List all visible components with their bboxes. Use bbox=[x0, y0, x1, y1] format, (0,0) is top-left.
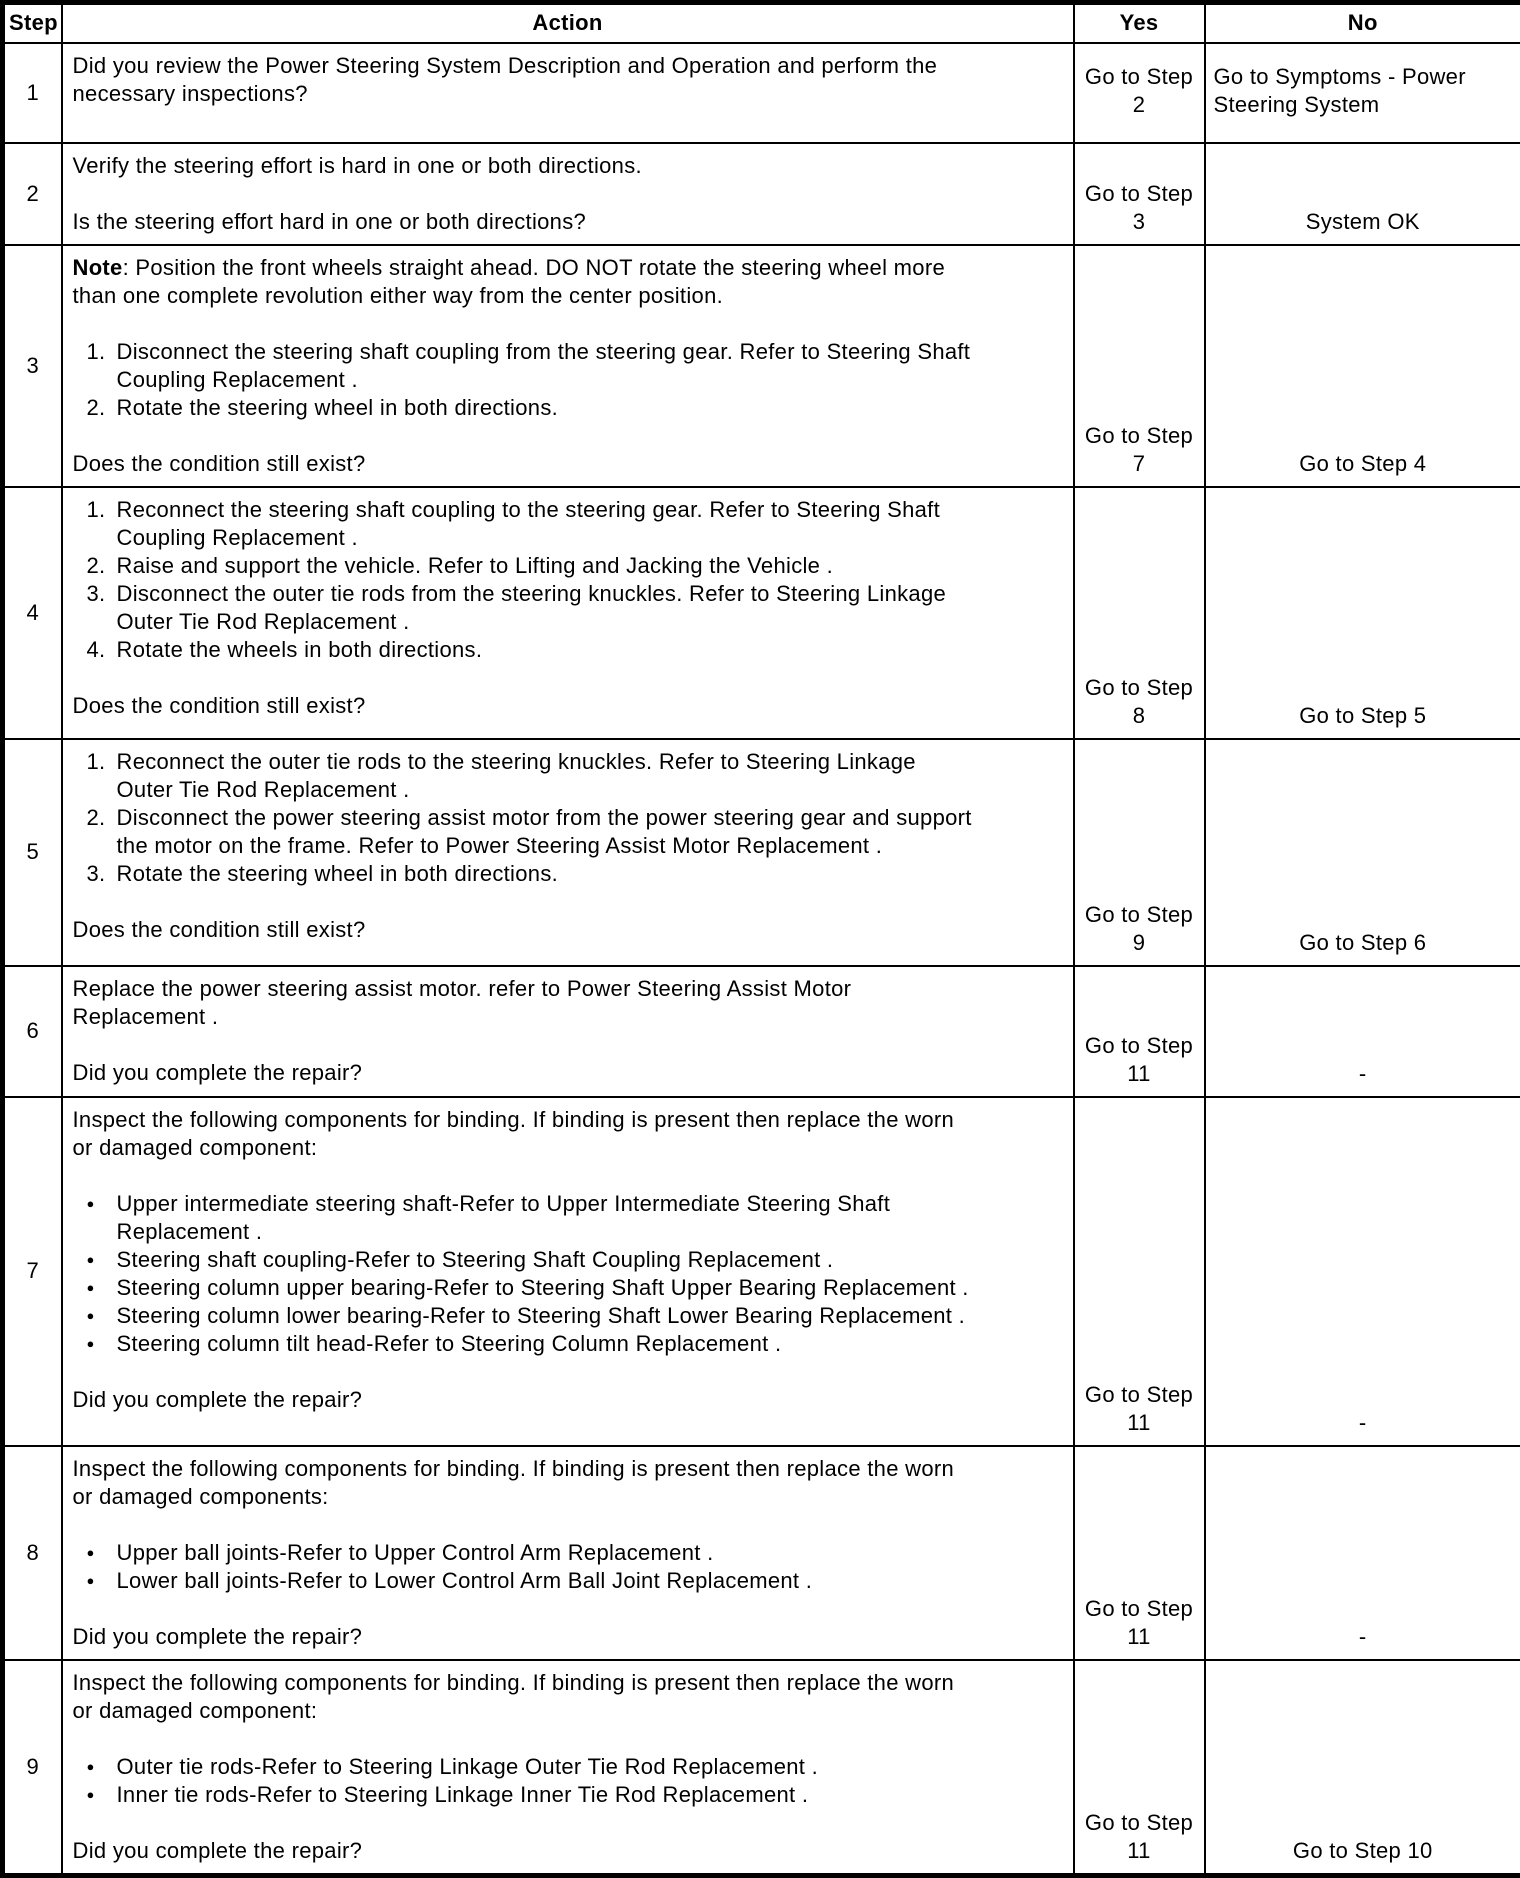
list-item bbox=[73, 1781, 978, 1809]
step-number-cell: 2 bbox=[3, 143, 62, 245]
table-row bbox=[3, 1660, 1520, 1876]
table-body bbox=[3, 43, 1520, 1876]
bullet-icon: ● bbox=[87, 1302, 117, 1330]
no-cell: Go to Step 4 bbox=[1205, 245, 1520, 487]
list-item bbox=[73, 1753, 978, 1781]
list-item-text: Steering column tilt head-Refer to Steering Column Replacement . bbox=[117, 1330, 978, 1358]
list-item bbox=[73, 552, 978, 580]
step-number-cell: 5 bbox=[3, 739, 62, 966]
no-cell: Go to Step 10 bbox=[1205, 1660, 1520, 1876]
col-header-action: Action bbox=[62, 3, 1074, 43]
table-row bbox=[3, 1446, 1520, 1660]
note-label: Note bbox=[73, 255, 123, 280]
no-cell: Go to Step 5 bbox=[1205, 487, 1520, 739]
step-number-cell: 8 bbox=[3, 1446, 62, 1660]
numbered-list bbox=[73, 496, 978, 664]
bullet-icon: ● bbox=[87, 1539, 117, 1567]
list-number: 2. bbox=[87, 804, 117, 860]
list-item-text: Inner tie rods-Refer to Steering Linkage Inner Tie Rod Replacement . bbox=[117, 1781, 978, 1809]
action-question: Does the condition still exist? bbox=[73, 916, 978, 944]
table-row bbox=[3, 487, 1520, 739]
table-row bbox=[3, 143, 1520, 245]
action-note: Note: Position the front wheels straight ahead. DO NOT rotate the steering wheel more than one complete revolution either way from the center position. bbox=[73, 254, 978, 310]
action-question: Did you complete the repair? bbox=[73, 1837, 978, 1865]
bullet-icon: ● bbox=[87, 1330, 117, 1358]
no-cell: Go to Symptoms - Power Steering System bbox=[1205, 43, 1520, 143]
no-cell: - bbox=[1205, 1446, 1520, 1660]
action-cell bbox=[62, 43, 1074, 143]
no-cell: System OK bbox=[1205, 143, 1520, 245]
action-question: Does the condition still exist? bbox=[73, 692, 978, 720]
list-number: 3. bbox=[87, 580, 117, 636]
list-item-text: Rotate the wheels in both directions. bbox=[117, 636, 978, 664]
action-cell bbox=[62, 1660, 1074, 1876]
list-item bbox=[73, 394, 978, 422]
table-row bbox=[3, 739, 1520, 966]
table-row bbox=[3, 966, 1520, 1097]
list-item bbox=[73, 338, 978, 394]
list-item-text: Lower ball joints-Refer to Lower Control Arm Ball Joint Replacement . bbox=[117, 1567, 978, 1595]
list-number: 4. bbox=[87, 636, 117, 664]
list-number: 1. bbox=[87, 748, 117, 804]
list-item-text: Steering shaft coupling-Refer to Steering Shaft Coupling Replacement . bbox=[117, 1246, 978, 1274]
step-number-cell: 6 bbox=[3, 966, 62, 1097]
list-item-text: Outer tie rods-Refer to Steering Linkage Outer Tie Rod Replacement . bbox=[117, 1753, 978, 1781]
list-item bbox=[73, 1274, 978, 1302]
list-item bbox=[73, 748, 978, 804]
list-item bbox=[73, 1567, 978, 1595]
list-item-text: Upper ball joints-Refer to Upper Control Arm Replacement . bbox=[117, 1539, 978, 1567]
list-number: 3. bbox=[87, 860, 117, 888]
yes-cell: Go to Step 3 bbox=[1074, 143, 1205, 245]
action-text: Verify the steering effort is hard in one or both directions. bbox=[73, 152, 978, 180]
action-question: Did you complete the repair? bbox=[73, 1623, 978, 1651]
list-item-text: Disconnect the steering shaft coupling from the steering gear. Refer to Steering Shaft Coupling Replacement . bbox=[117, 338, 978, 394]
step-number-cell: 4 bbox=[3, 487, 62, 739]
bullet-list bbox=[73, 1190, 978, 1358]
list-item bbox=[73, 1302, 978, 1330]
action-cell bbox=[62, 1446, 1074, 1660]
list-item bbox=[73, 1330, 978, 1358]
col-header-step: Step bbox=[3, 3, 62, 43]
col-header-yes: Yes bbox=[1074, 3, 1205, 43]
action-text: Inspect the following components for binding. If binding is present then replace the worn or damaged components: bbox=[73, 1455, 978, 1511]
bullet-icon: ● bbox=[87, 1753, 117, 1781]
list-item bbox=[73, 1539, 978, 1567]
bullet-icon: ● bbox=[87, 1274, 117, 1302]
numbered-list bbox=[73, 748, 978, 888]
step-number-cell: 1 bbox=[3, 43, 62, 143]
list-item-text: Rotate the steering wheel in both directions. bbox=[117, 394, 978, 422]
table-row bbox=[3, 43, 1520, 143]
bullet-icon: ● bbox=[87, 1246, 117, 1274]
yes-cell: Go to Step 7 bbox=[1074, 245, 1205, 487]
list-item-text: Reconnect the steering shaft coupling to the steering gear. Refer to Steering Shaft Coupling Replacement . bbox=[117, 496, 978, 552]
yes-cell: Go to Step 2 bbox=[1074, 43, 1205, 143]
table-header bbox=[3, 3, 1520, 43]
action-cell bbox=[62, 1097, 1074, 1446]
yes-cell: Go to Step 11 bbox=[1074, 1097, 1205, 1446]
list-item-text: Rotate the steering wheel in both directions. bbox=[117, 860, 978, 888]
yes-cell: Go to Step 8 bbox=[1074, 487, 1205, 739]
bullet-list bbox=[73, 1753, 978, 1809]
action-cell bbox=[62, 739, 1074, 966]
no-cell: Go to Step 6 bbox=[1205, 739, 1520, 966]
list-item bbox=[73, 636, 978, 664]
list-item bbox=[73, 804, 978, 860]
no-cell: - bbox=[1205, 1097, 1520, 1446]
col-header-no: No bbox=[1205, 3, 1520, 43]
list-item bbox=[73, 1190, 978, 1246]
action-question: Does the condition still exist? bbox=[73, 450, 978, 478]
action-cell bbox=[62, 143, 1074, 245]
bullet-icon: ● bbox=[87, 1567, 117, 1595]
action-cell bbox=[62, 966, 1074, 1097]
action-question: Is the steering effort hard in one or both directions? bbox=[73, 208, 978, 236]
table-row bbox=[3, 1097, 1520, 1446]
list-item-text: Steering column upper bearing-Refer to Steering Shaft Upper Bearing Replacement . bbox=[117, 1274, 978, 1302]
step-number-cell: 9 bbox=[3, 1660, 62, 1876]
list-item bbox=[73, 580, 978, 636]
step-number-cell: 3 bbox=[3, 245, 62, 487]
yes-cell: Go to Step 11 bbox=[1074, 966, 1205, 1097]
list-number: 1. bbox=[87, 496, 117, 552]
table-row bbox=[3, 245, 1520, 487]
action-cell bbox=[62, 487, 1074, 739]
action-text: Inspect the following components for binding. If binding is present then replace the worn or damaged component: bbox=[73, 1669, 978, 1725]
yes-cell: Go to Step 11 bbox=[1074, 1660, 1205, 1876]
numbered-list bbox=[73, 338, 978, 422]
header-row bbox=[3, 3, 1520, 43]
list-item-text: Disconnect the outer tie rods from the steering knuckles. Refer to Steering Linkage Outer Tie Rod Replacement . bbox=[117, 580, 978, 636]
action-question: Did you review the Power Steering System Description and Operation and perform the necessary inspections? bbox=[73, 52, 978, 108]
list-item bbox=[73, 860, 978, 888]
action-text: Inspect the following components for binding. If binding is present then replace the worn or damaged component: bbox=[73, 1106, 978, 1162]
action-question: Did you complete the repair? bbox=[73, 1386, 978, 1414]
list-item bbox=[73, 496, 978, 552]
step-number-cell: 7 bbox=[3, 1097, 62, 1446]
list-item-text: Steering column lower bearing-Refer to Steering Shaft Lower Bearing Replacement . bbox=[117, 1302, 978, 1330]
list-item-text: Upper intermediate steering shaft-Refer to Upper Intermediate Steering Shaft Replacement . bbox=[117, 1190, 978, 1246]
list-item bbox=[73, 1246, 978, 1274]
list-item-text: Raise and support the vehicle. Refer to Lifting and Jacking the Vehicle . bbox=[117, 552, 978, 580]
bullet-icon: ● bbox=[87, 1190, 117, 1246]
no-cell: - bbox=[1205, 966, 1520, 1097]
list-item-text: Reconnect the outer tie rods to the steering knuckles. Refer to Steering Linkage Outer Tie Rod Replacement . bbox=[117, 748, 978, 804]
action-text: Replace the power steering assist motor. refer to Power Steering Assist Motor Replacement . bbox=[73, 975, 978, 1031]
list-number: 2. bbox=[87, 552, 117, 580]
action-question: Did you complete the repair? bbox=[73, 1059, 978, 1087]
list-item-text: Disconnect the power steering assist motor from the power steering gear and support the motor on the frame. Refer to Power Steering Assist Motor Replacement . bbox=[117, 804, 978, 860]
bullet-icon: ● bbox=[87, 1781, 117, 1809]
yes-cell: Go to Step 9 bbox=[1074, 739, 1205, 966]
list-number: 2. bbox=[87, 394, 117, 422]
yes-cell: Go to Step 11 bbox=[1074, 1446, 1205, 1660]
list-number: 1. bbox=[87, 338, 117, 394]
bullet-list bbox=[73, 1539, 978, 1595]
action-cell bbox=[62, 245, 1074, 487]
